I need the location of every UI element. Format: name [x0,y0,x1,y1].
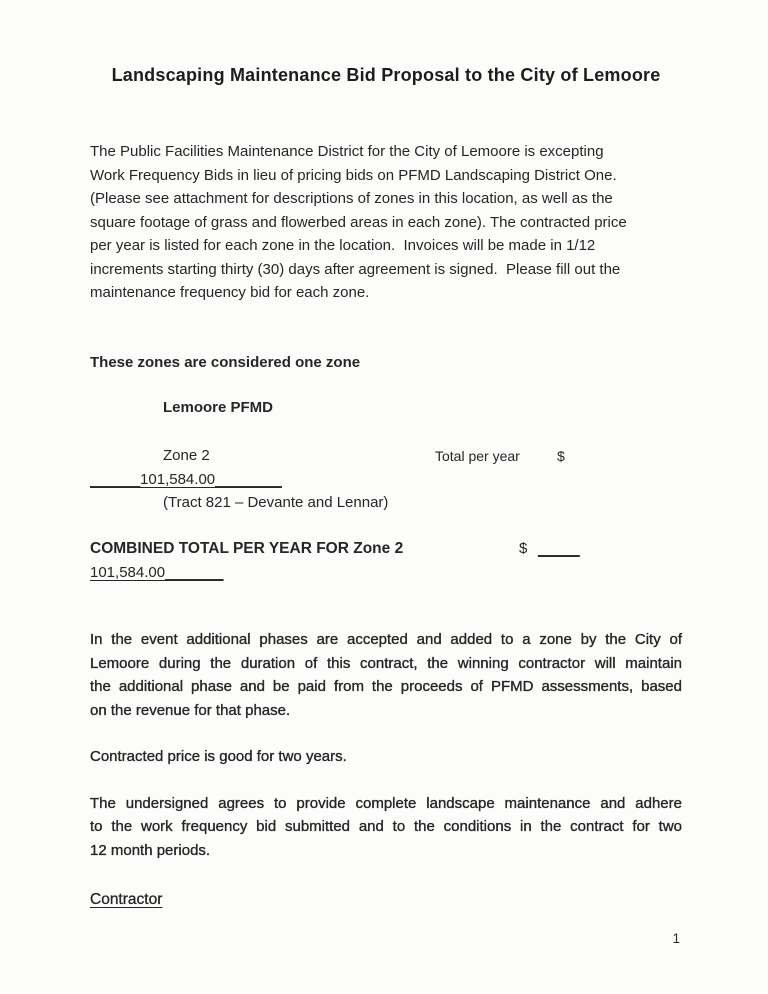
contract-duration-line: Contracted price is good for two years. [90,748,347,765]
text-line: Work Frequency Bids in lieu of pricing bids on PFMD Landscaping District One. [90,166,617,184]
zone-total-row [90,444,682,468]
zone-amount-field: ______101,584.00________ [90,470,282,488]
combined-total-row [90,537,682,561]
dollar-sign: $ [557,447,565,464]
text-line: In the event additional phases are accepted and added to a zone by the City of [90,631,682,648]
combined-total-label: COMBINED TOTAL PER YEAR FOR Zone 2 [90,539,404,557]
text-line: The undersigned agrees to provide complete landscape maintenance and adhere [90,794,682,812]
text-line: increments starting thirty (30) days after agreement is signed. Please fill out the [90,260,621,278]
agreement-paragraph [90,792,682,863]
district-name: Lemoore PFMD [163,399,274,416]
combined-amount-field: 101,584.00_______ [90,563,224,581]
text-line: 12 month periods. [90,841,211,859]
tract-description: (Tract 821 – Devante and Lennar) [163,494,389,511]
zone-label: Zone 2 [163,446,210,464]
blank-amount-field: _____ [538,539,580,557]
total-per-year-label: Total per year [435,447,520,464]
additional-phases-paragraph [90,628,682,722]
text-line: The Public Facilities Maintenance District for the City of Lemoore is excepting [90,143,604,160]
dollar-sign: $ [519,539,528,557]
text-line: per year is listed for each zone in the location. Invoices will be made in 1/12 [90,237,596,254]
document-title: Landscaping Maintenance Bid Proposal to the City of Lemoore [111,65,661,85]
intro-paragraph [90,140,682,305]
zones-heading: These zones are considered one zone [90,353,361,371]
page-number: 1 [672,931,680,946]
contractor-heading: Contractor [90,891,163,908]
text-line: (Please see attachment for descriptions of zones in this location, as well as the [90,190,613,207]
text-line: Lemoore during the duration of this contract, the winning contractor will maintain [90,654,682,672]
text-line: on the revenue for that phase. [90,701,291,719]
text-line: to the work frequency bid submitted and to the conditions in the contract for two [90,818,682,835]
text-line: maintenance frequency bid for each zone. [90,284,370,301]
text-line: the additional phase and be paid from the proceeds of PFMD assessments, based [90,678,682,695]
text-line: square footage of grass and flowerbed areas in each zone). The contracted price [90,213,627,231]
